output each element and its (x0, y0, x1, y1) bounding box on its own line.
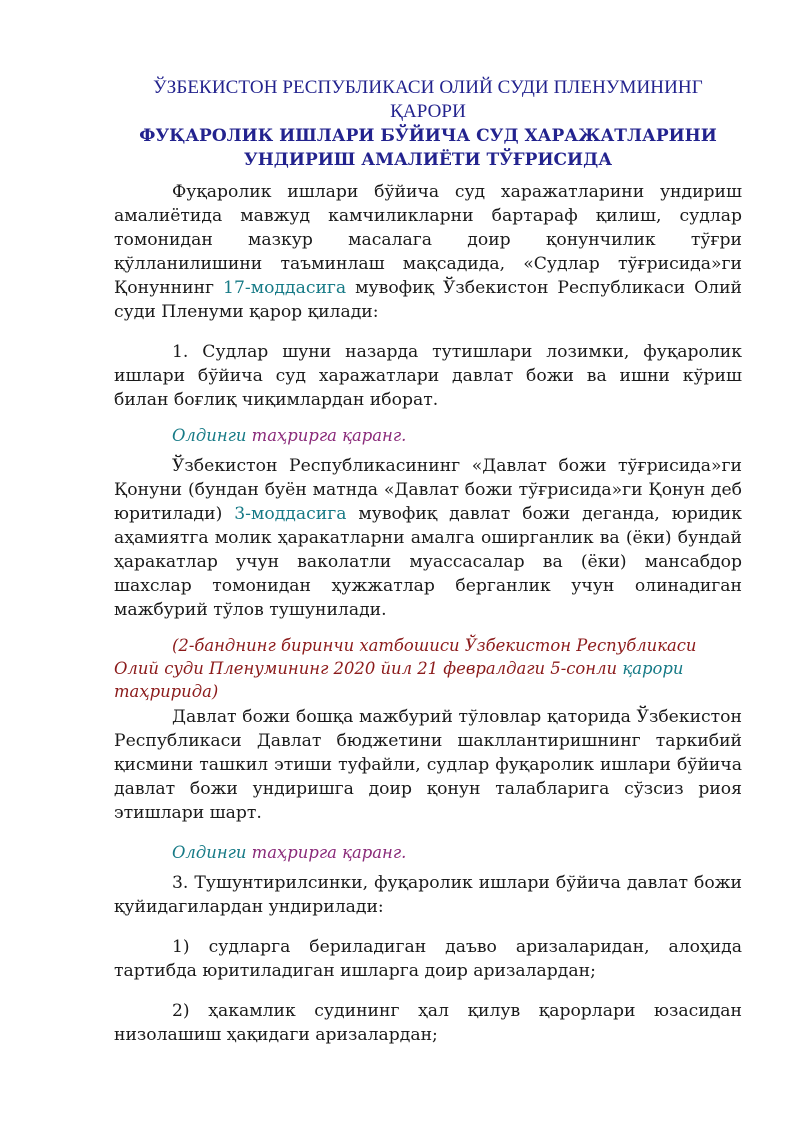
heading-line-4: УНДИРИШ АМАЛИЁТИ ТЎҒРИСИДА (243, 150, 613, 170)
item-2-text-after: мувофиқ давлат божи деганда, юридик аҳамиятга молик ҳаракатларни амалга оширганлик ва (ёки) бундай ҳаракатлар учун ваколатли муассасалар ва (ёки) мансабдор шахслар томонидан ҳужжатлар берганлик учун олинадиган мажбурий тўлов тушунилади. (114, 504, 743, 620)
item-3-paragraph: 3. Тушунтирилсинки, фуқаролик ишлари бўйича давлат божи қуйидагилардан ундирилади: (114, 873, 742, 917)
preamble-paragraph (114, 180, 742, 324)
previous-edition-rest: таҳрирга қаранг. (246, 843, 407, 862)
item-2-paragraph-1 (114, 454, 742, 622)
resolution-link[interactable]: қарори (622, 659, 684, 678)
amendment-note (114, 634, 742, 703)
item-1-paragraph: 1. Судлар шуни назарда тутишлари лозимки, фуқаролик ишлари бўйича суд харажатлари давлат божи ва ишни кўриш билан боғлиқ чиқимлардан иборат. (114, 342, 742, 410)
item-3-subitem-1: 1) судларга бериладиган даъво аризаларидан, алоҳида тартибда юритиладиган ишларга доир аризалардан; (114, 937, 742, 981)
heading-line-2: ҚАРОРИ (390, 101, 466, 122)
document-heading (114, 76, 742, 172)
previous-edition-rest: таҳрирга қаранг. (246, 426, 407, 445)
previous-edition-word: Олдинги (172, 426, 247, 445)
item-2-text-before: Ўзбекистон Республикасининг «Давлат божи тўғрисида»ги Қонуни (бундан буён матнда «Давлат божи тўғрисида»ги Қонун деб юритилади) (114, 456, 742, 524)
previous-edition-link-2[interactable] (114, 841, 742, 865)
preamble-text-before: Фуқаролик ишлари бўйича суд харажатларини ундириш амалиётида мавжуд камчиликларни бартараф қилиш, судлар томонидан мазкур масалага доир қонунчилик тўғри қўлланилишини таъминлаш мақсадида, «Судлар тўғрисида»ги Қонуннинг (114, 182, 742, 298)
heading-line-1: ЎЗБЕКИСТОН РЕСПУБЛИКАСИ ОЛИЙ СУДИ ПЛЕНУМИНИНГ (153, 77, 703, 98)
article-17-link[interactable]: 17-моддасига (223, 278, 347, 298)
article-3-link[interactable]: 3-моддасига (234, 504, 347, 524)
item-3-subitem-2: 2) ҳакамлик судининг ҳал қилув қарорлари юзасидан низолашиш ҳақидаги аризалардан; (114, 1001, 742, 1045)
amendment-note-after: таҳририда) (114, 682, 219, 701)
previous-edition-link-1[interactable] (114, 424, 742, 448)
item-2-paragraph-2: Давлат божи бошқа мажбурий тўловлар қаторида Ўзбекистон Республикаси Давлат бюджетини шакллантиришнинг таркибий қисмини ташкил этиши туфайли, судлар фуқаролик ишлари бўйича давлат божи ундиришга доир қонун талабларига сўзсиз риоя этишлари шарт. (114, 707, 742, 823)
preamble-text-after: мувофиқ Ўзбекистон Республикаси Олий суди Пленуми қарор қилади: (114, 278, 743, 322)
heading-line-3: ФУҚАРОЛИК ИШЛАРИ БЎЙИЧА СУД ХАРАЖАТЛАРИНИ (139, 126, 717, 146)
amendment-note-before: (2-банднинг биринчи хатбошиси Ўзбекистон Республикаси Олий суди Пленумининг 2020 йил 21 февралдаги 5-сонли (114, 636, 697, 678)
document-page (114, 76, 742, 1047)
previous-edition-word: Олдинги (172, 843, 247, 862)
